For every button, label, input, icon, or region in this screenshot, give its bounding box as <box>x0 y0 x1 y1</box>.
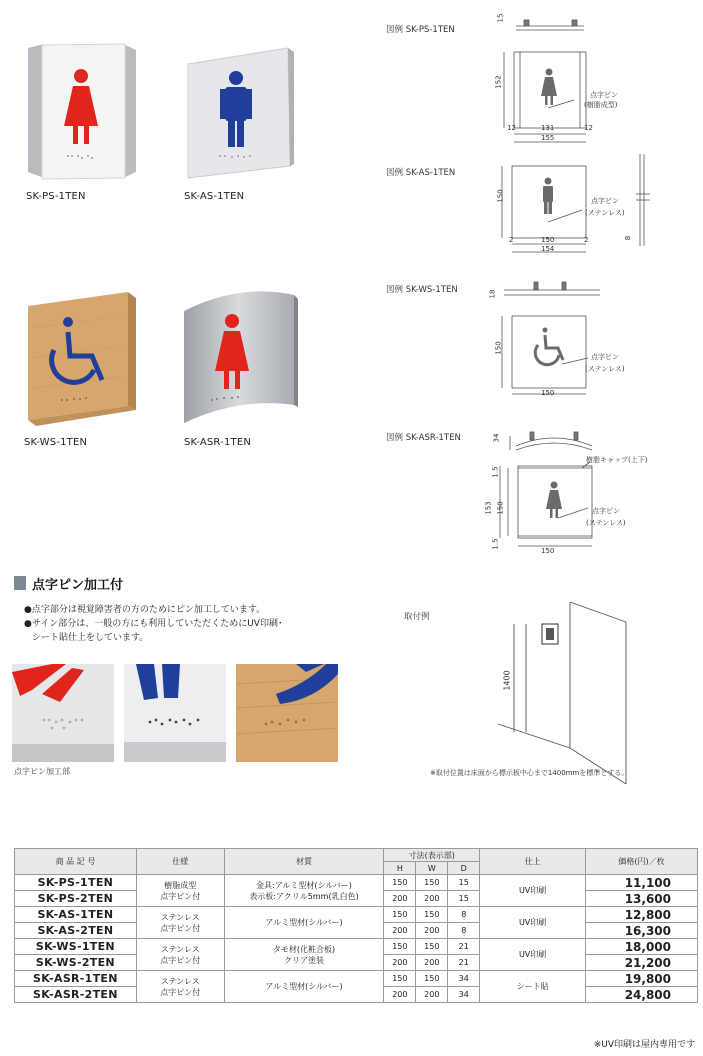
bullet-text: ●点字部分は視覚障害者の方のためにピン加工しています。 <box>24 605 266 615</box>
table-row: SK-PS-1TEN 樹脂成型 点字ピン付 金具:アルミ型材(シルバー) 表示板:アクリル5mm(乳白色) 150 150 15 UV印刷 11,100 <box>15 875 698 891</box>
figure-title: 図例 SK-PS-1TEN <box>386 25 455 35</box>
table-row: SK-WS-2TEN 200 200 21 21,200 <box>15 955 698 971</box>
table-row: SK-AS-1TEN ステンレス 点字ピン付 アルミ型材(シルバー) 150 150 8 UV印刷 12,800 <box>15 907 698 923</box>
drawing-as <box>490 150 660 260</box>
table-row: SK-AS-2TEN 200 200 8 16,300 <box>15 923 698 939</box>
table-row: SK-ASR-2TEN 200 200 34 24,800 <box>15 987 698 1003</box>
header-finish: 仕上 <box>480 849 586 875</box>
header-code: 商 品 記 号 <box>15 849 137 875</box>
closeup-photo-as <box>124 664 226 762</box>
header-material: 材質 <box>224 849 384 875</box>
wheelchair-icon <box>535 328 563 365</box>
install-title: 取付例 <box>404 612 430 622</box>
figure-title: 図例 SK-AS-1TEN <box>386 168 456 178</box>
header-spec: 仕様 <box>136 849 224 875</box>
header-price: 価格(円)／枚 <box>586 849 698 875</box>
female-icon <box>541 69 557 106</box>
product-caption: SK-ASR-1TEN <box>184 437 252 448</box>
install-diagram <box>490 598 670 784</box>
product-caption: SK-WS-1TEN <box>24 437 88 448</box>
product-caption: SK-PS-1TEN <box>26 191 86 202</box>
table-row: SK-PS-2TEN 200 200 15 13,600 <box>15 891 698 907</box>
install-note: ※取付位置は床面から標示板中心まで1400mmを標準とする。 <box>430 769 629 777</box>
female-icon <box>546 482 562 519</box>
table-row: SK-ASR-1TEN ステンレス 点字ピン付 アルミ型材(シルバー) 150 150 34 シート貼 19,800 <box>15 971 698 987</box>
closeup-photo-ps <box>12 664 114 762</box>
male-icon <box>543 178 553 215</box>
figure-title: 図例 SK-WS-1TEN <box>386 285 458 295</box>
closeup-caption: 点字ピン加工部 <box>14 767 70 776</box>
closeup-photo-ws <box>236 664 338 762</box>
table-row: SK-WS-1TEN ステンレス 点字ピン付 タモ材(化粧合板) クリア塗装 150 150 21 UV印刷 18,000 <box>15 939 698 955</box>
header-size: 寸法(表示部) <box>384 849 480 862</box>
bullet-text: ●サイン部分は、一般の方にも利用していただくためにUV印刷･ <box>24 619 283 629</box>
product-photo-asr <box>180 285 302 435</box>
header-h: H <box>384 862 416 875</box>
footnote: ※UV印刷は屋内専用です <box>593 1040 695 1050</box>
bullet-text: シート貼仕上をしています。 <box>32 633 149 643</box>
drawing-asr <box>486 422 616 560</box>
drawing-ws <box>490 278 610 398</box>
product-caption: SK-AS-1TEN <box>184 191 245 202</box>
section-title: 点字ピン加工付 <box>32 578 124 593</box>
header-d: D <box>448 862 480 875</box>
section-marker <box>14 576 26 590</box>
sign-icon <box>546 628 554 640</box>
header-w: W <box>416 862 448 875</box>
product-photo-as <box>184 44 296 184</box>
product-photo-ws <box>24 288 139 430</box>
product-photo-ps <box>26 40 141 185</box>
spec-table <box>14 848 698 1003</box>
figure-title: 図例 SK-ASR-1TEN <box>386 433 461 443</box>
